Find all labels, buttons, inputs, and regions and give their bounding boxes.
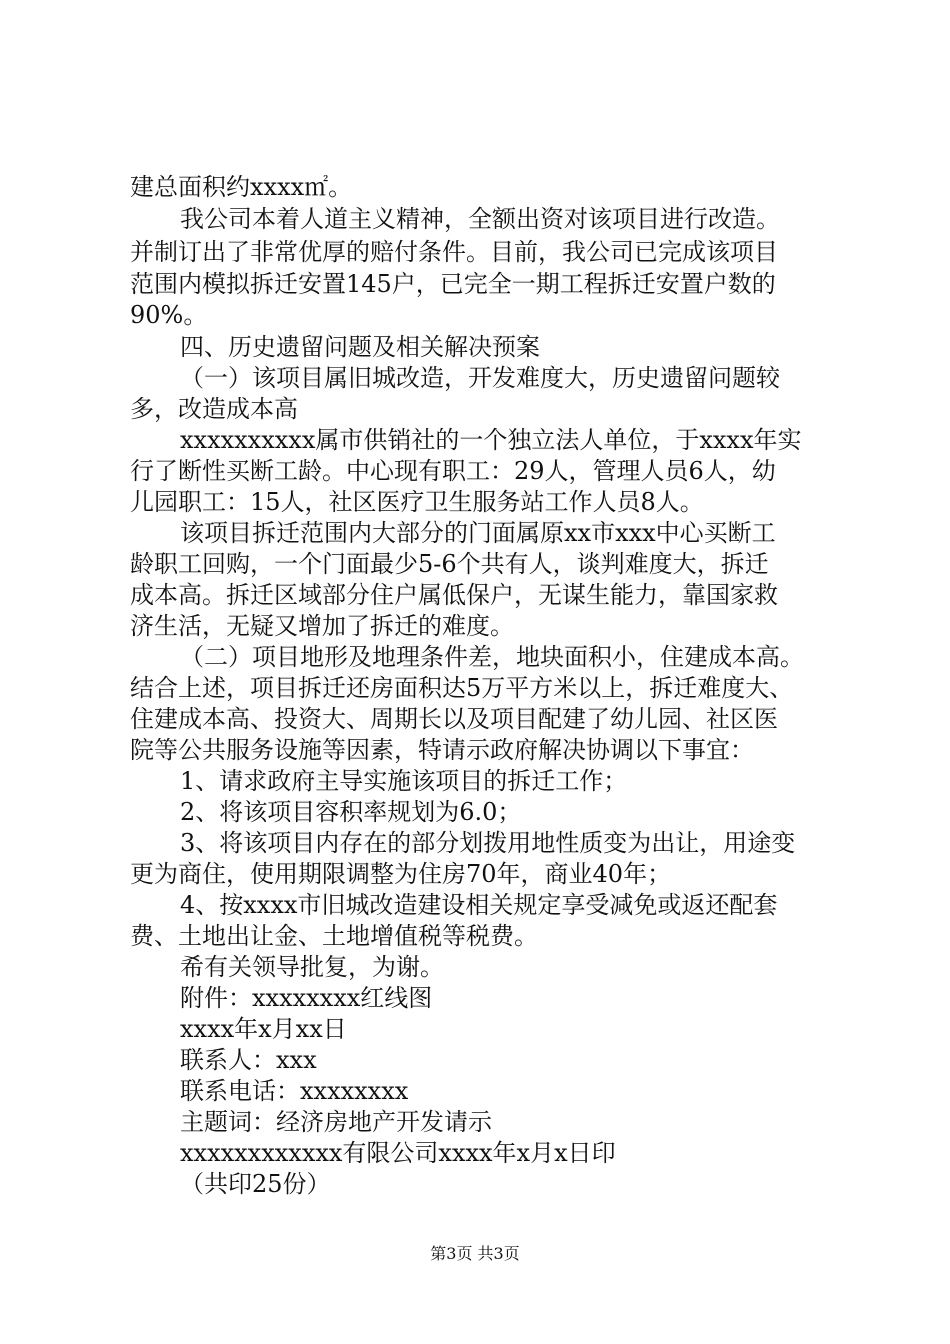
request-item-cont: 更为商住，使用期限调整为住房70年，商业40年； <box>130 860 672 888</box>
request-item: 1、请求政府主导实施该项目的拆迁工作； <box>180 767 628 795</box>
subsection-heading: （二）项目地形及地理条件差，地块面积小，住建成本高。 <box>180 643 804 671</box>
text-line: 并制订出了非常优厚的赔付条件。目前，我公司已完成该项目 <box>130 238 778 266</box>
contact-phone: 联系电话：xxxxxxxx <box>180 1077 409 1105</box>
request-item-cont: 费、土地出让金、土地增值税等税费。 <box>130 922 538 950</box>
text-line: 90%。 <box>130 301 208 329</box>
subsection-heading-cont: 多，改造成本高 <box>130 395 298 423</box>
request-item: 2、将该项目容积率规划为6.0； <box>180 798 522 826</box>
section-heading: 四、历史遗留问题及相关解决预案 <box>180 333 540 361</box>
text-line: 我公司本着人道主义精神，全额出资对该项目进行改造。 <box>180 205 780 233</box>
text-line: 该项目拆迁范围内大部分的门面属原xx市xxx中心买断工 <box>180 519 776 547</box>
text-line: 龄职工回购，一个门面最少5-6个共有人，谈判难度大，拆迁 <box>130 550 769 578</box>
text-line: 范围内模拟拆迁安置145户，已完全一期工程拆迁安置户数的 <box>130 270 776 298</box>
request-item: 3、将该项目内存在的部分划拨用地性质变为出让，用途变 <box>180 829 796 857</box>
subsection-heading: （一）该项目属旧城改造，开发难度大，历史遗留问题较 <box>180 364 780 392</box>
print-info: xxxxxxxxxxxx有限公司xxxx年x月x日印 <box>180 1139 616 1167</box>
text-line: xxxxxxxxxx属市供销社的一个独立法人单位，于xxxx年实 <box>180 426 802 454</box>
closing-line: 希有关领导批复，为谢。 <box>180 953 444 981</box>
copies-count: （共印25份） <box>180 1170 331 1198</box>
page-number-footer: 第3页 共3页 <box>430 1244 520 1263</box>
text-line: 住建成本高、投资大、周期长以及项目配建了幼儿园、社区医 <box>130 705 778 733</box>
text-line: 行了断性买断工龄。中心现有职工：29人，管理人员6人，幼 <box>130 457 776 485</box>
text-line: 结合上述，项目拆迁还房面积达5万平方米以上，拆迁难度大、 <box>130 674 794 702</box>
contact-person: 联系人：xxx <box>180 1046 317 1074</box>
attachment-line: 附件：xxxxxxxx红线图 <box>180 984 433 1012</box>
request-item: 4、按xxxx市旧城改造建设相关规定享受减免或返还配套 <box>180 891 778 919</box>
text-line: 济生活，无疑又增加了拆迁的难度。 <box>130 612 514 640</box>
text-line: 儿园职工：15人，社区医疗卫生服务站工作人员8人。 <box>130 488 704 516</box>
date-line: xxxx年x月xx日 <box>180 1015 347 1043</box>
subject-words: 主题词：经济房地产开发请示 <box>180 1108 492 1136</box>
text-line: 建总面积约xxxx㎡。 <box>130 173 353 201</box>
text-line: 成本高。拆迁区域部分住户属低保户，无谋生能力，靠国家救 <box>130 581 778 609</box>
text-line: 院等公共服务设施等因素，特请示政府解决协调以下事宜： <box>130 736 754 764</box>
